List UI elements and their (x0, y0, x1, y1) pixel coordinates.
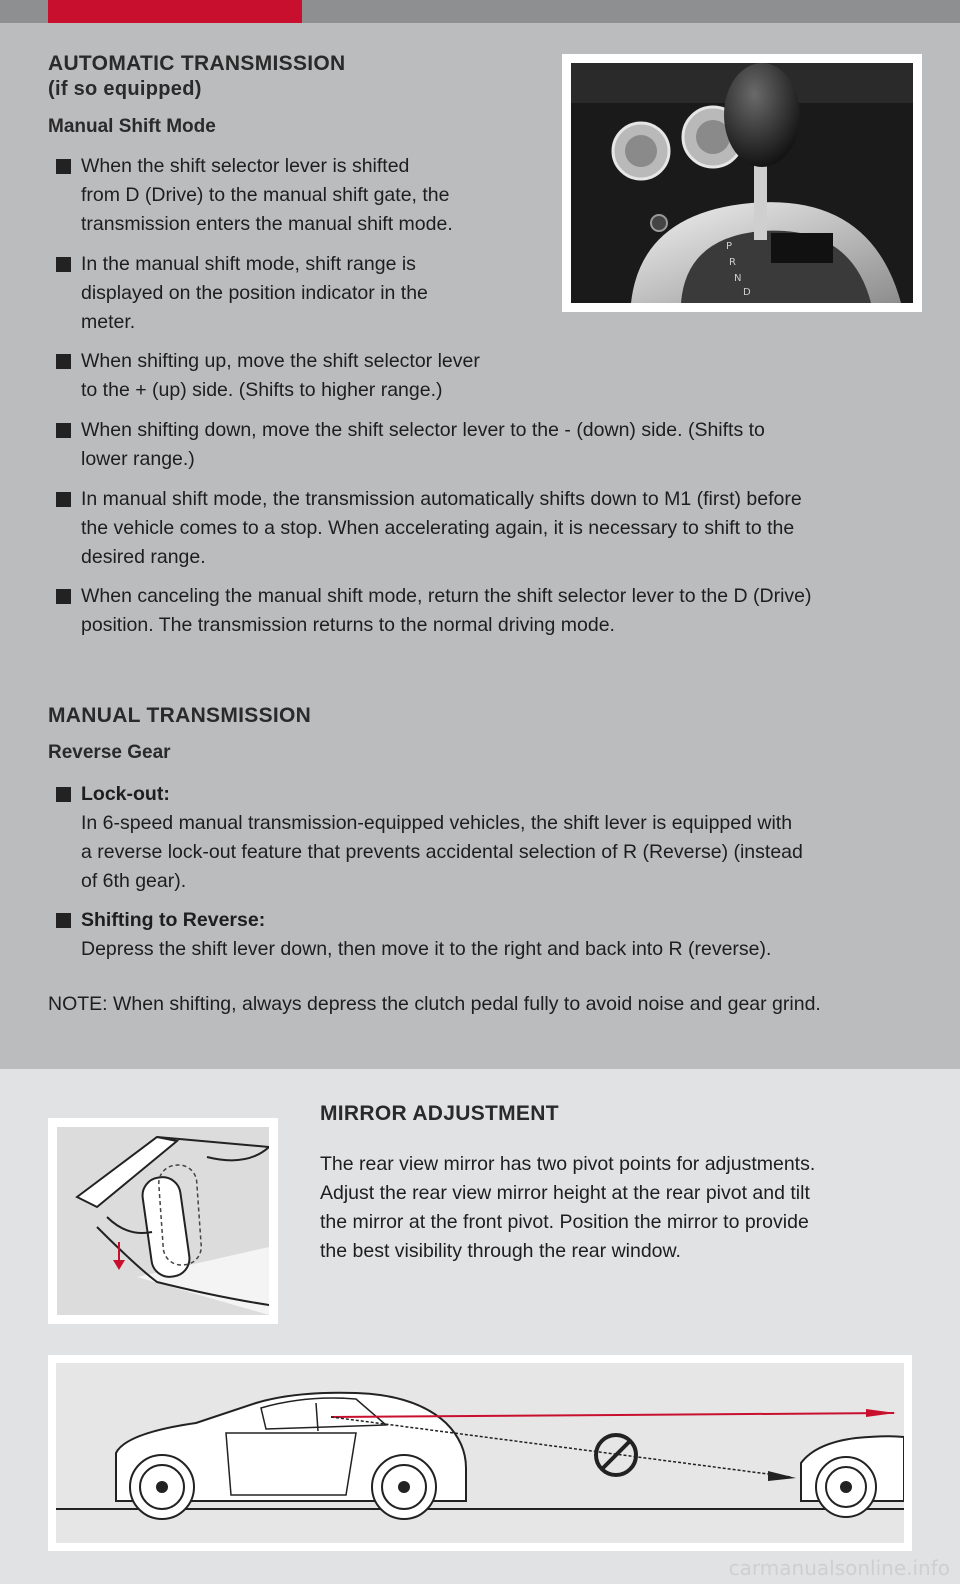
bullet-square-icon (56, 257, 71, 272)
auto-bullet-6: When canceling the manual shift mode, return the shift selector lever to the D (Drive) position. The transmission returns to the normal driving mode. (48, 582, 928, 640)
gear-label-p: P (726, 241, 733, 252)
bullet-square-icon (56, 423, 71, 438)
auto-transmission-title: AUTOMATIC TRANSMISSION (48, 52, 346, 75)
manual-shift-mode-heading: Manual Shift Mode (48, 116, 216, 137)
bullet-square-icon (56, 913, 71, 928)
mirror-illustration (48, 1118, 278, 1324)
top-bar (0, 0, 960, 23)
auto-bullet-3: When shifting up, move the shift selector lever to the + (up) side. (Shifts to higher range.) (48, 347, 568, 405)
top-accent-bar (48, 0, 302, 23)
lockout-title: Lock-out: (81, 783, 170, 805)
auto-bullet-2: In the manual shift mode, shift range is displayed on the position indicator in the meter. (48, 250, 548, 337)
mirror-adjustment-text: The rear view mirror has two pivot points for adjustments. Adjust the rear view mirror height at the rear pivot and tilt the mirror at the front pivot. Position the mirror to provide the best visibility through the rear window. (320, 1153, 816, 1262)
mirror-hand-drawing (57, 1127, 269, 1315)
mirror-adjustment-title: MIRROR ADJUSTMENT (320, 1102, 559, 1125)
gear-label-d: D (743, 287, 751, 298)
gear-label-n: N (734, 273, 742, 284)
auto-bullet-4: When shifting down, move the shift selector lever to the - (down) side. (Shifts to lower range.) (48, 416, 928, 474)
bullet-square-icon (56, 589, 71, 604)
lockout-bullet: Lock-out: In 6-speed manual transmission-equipped vehicles, the shift lever is equipped with a reverse lock-out feature that prevents accidental selection of R (Reverse) (instead of 6th gear). (48, 780, 928, 896)
shifter-illustration (571, 63, 913, 303)
bullet-square-icon (56, 159, 71, 174)
gear-label-r: R (729, 257, 736, 268)
manual-transmission-title: MANUAL TRANSMISSION (48, 704, 312, 727)
auto-transmission-subtitle: (if so equipped) (48, 78, 202, 100)
auto-bullet-1: When the shift selector lever is shifted from D (Drive) to the manual shift gate, the transmission enters the manual shift mode. (48, 152, 548, 239)
shift-lever-photo (562, 54, 922, 312)
reverse-gear-heading: Reverse Gear (48, 742, 171, 763)
car-visibility-drawing (56, 1363, 904, 1543)
bullet-square-icon (56, 787, 71, 802)
watermark: carmanualsonline.info (728, 1556, 950, 1580)
bullet-square-icon (56, 492, 71, 507)
rear-visibility-illustration (48, 1355, 912, 1551)
bullet-square-icon (56, 354, 71, 369)
auto-bullet-5: In manual shift mode, the transmission automatically shifts down to M1 (first) before the vehicle comes to a stop. When accelerating again, it is necessary to shift to the desired range. (48, 485, 928, 572)
clutch-note: NOTE: When shifting, always depress the clutch pedal fully to avoid noise and gear grind. (48, 993, 821, 1015)
reverse-bullet: Shifting to Reverse: Depress the shift lever down, then move it to the right and back into R (reverse). (48, 906, 928, 964)
reverse-title: Shifting to Reverse: (81, 909, 266, 931)
